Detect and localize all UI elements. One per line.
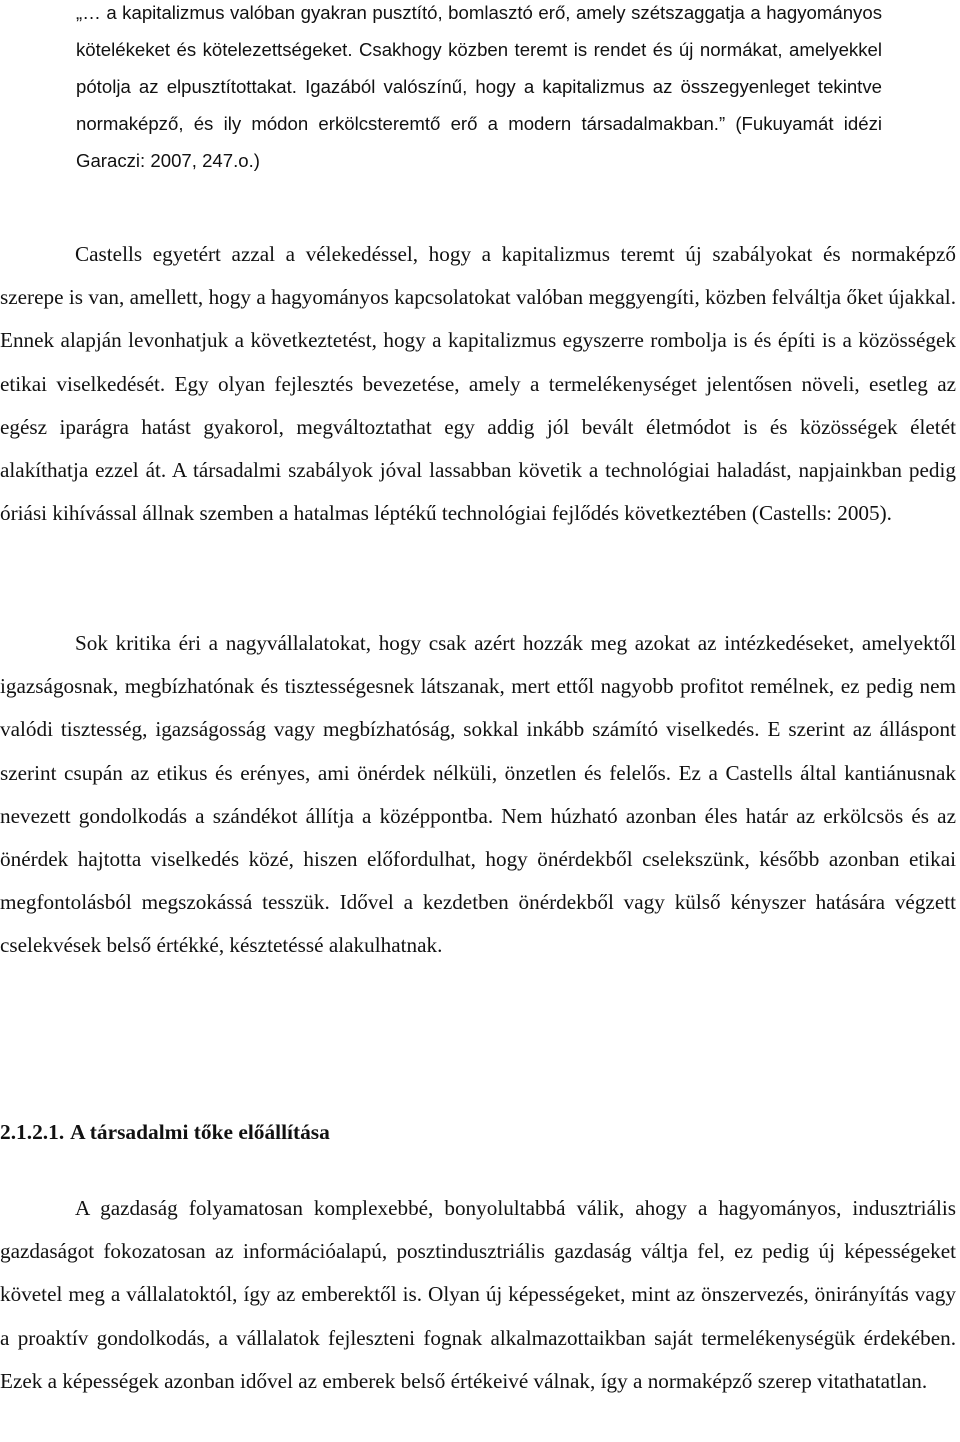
section-number: 2.1.2.1. — [0, 1120, 65, 1144]
paragraph-castells: Castells egyetért azzal a vélekedéssel, hogy a kapitalizmus teremt új szabályokat és normaképző szerepe is van, amellett, hogy a hagyományos kapcsolatokat valóban meggyengíti, közben felváltja őket újakkal. Ennek alapján levonhatjuk a következtetést, hogy a kapitalizmus egyszerre rombolja is és építi is a közösségek etikai viselkedését. Egy olyan fejlesztés bevezetése, amely a termelékenységet jelentősen növeli, esetleg az egész iparágra hatást gyakorol, megváltoztathat egy addig jól bevált életmódot is és közösségek életét alakíthatja ezzel át. A társadalmi szabályok jóval lassabban követik a technológiai haladást, napjainkban pedig óriási kihívással állnak szemben a hatalmas léptékű technológiai fejlődés következtében (Castells: 2005). — [0, 242, 956, 526]
section-title: A társadalmi tőke előállítása — [70, 1120, 330, 1144]
fukuyama-quote: „… a kapitalizmus valóban gyakran pusztító, bomlasztó erő, amely szétszaggatja a hagyományos kötelékeket és kötelezettségeket. Csakhogy közben teremt is rendet és új normákat, amelyekkel pótolja az elpusztítottakat. Igazából valószínű, hogy a kapitalizmus az összegyenleget tekintve normaképző, és ily módon erkölcsteremtő erő a modern társadalmakban.” (Fukuyamát idézi Garaczi: 2007, 247.o.) — [76, 2, 882, 171]
paragraph-kritika: Sok kritika éri a nagyvállalatokat, hogy csak azért hozzák meg azokat az intézkedéseket, amelyektől igazságosnak, megbízhatónak és tisztességesnek látszanak, mert ettől nagyobb profitot remélnek, ez pedig nem valódi tisztesség, igazságosság vagy megbízhatóság, sokkal inkább számító viselkedés. E szerint az álláspont szerint csupán az etikus és erényes, ami önérdek nélküli, önzetlen és felelős. Ez a Castells által kantiánusnak nevezett gondolkodás a szándékot állítja a középpontba. Nem húzható azonban éles határ az erkölcsös és az önérdek hajtotta viselkedés közé, hiszen előfordulhat, hogy önérdekből cselekszünk, később azonban etikai megfontolásból megszokássá tesszük. Idővel a kezdetben önérdekből vagy külső kényszer hatására végzett cselekvések belső értékké, késztetéssé alakulhatnak. — [0, 631, 956, 958]
section-heading — [0, 1114, 330, 1150]
paragraph-gazdasag: A gazdaság folyamatosan komplexebbé, bonyolultabbá válik, ahogy a hagyományos, indusztriális gazdaságot fokozatosan az információalapú, posztindusztriális gazdaság váltja fel, ez pedig új képességeket követel meg a vállalatoktól, így az emberektől is. Olyan új képességeket, mint az önszervezés, önirányítás vagy a proaktív gondolkodás, a vállalatok fejleszteni fognak alkalmazottaikban saját termelékenységük érdekében. Ezek a képességek azonban idővel az emberek belső értékeivé válnak, így a normaképző szerep vitathatatlan. — [0, 1196, 956, 1393]
